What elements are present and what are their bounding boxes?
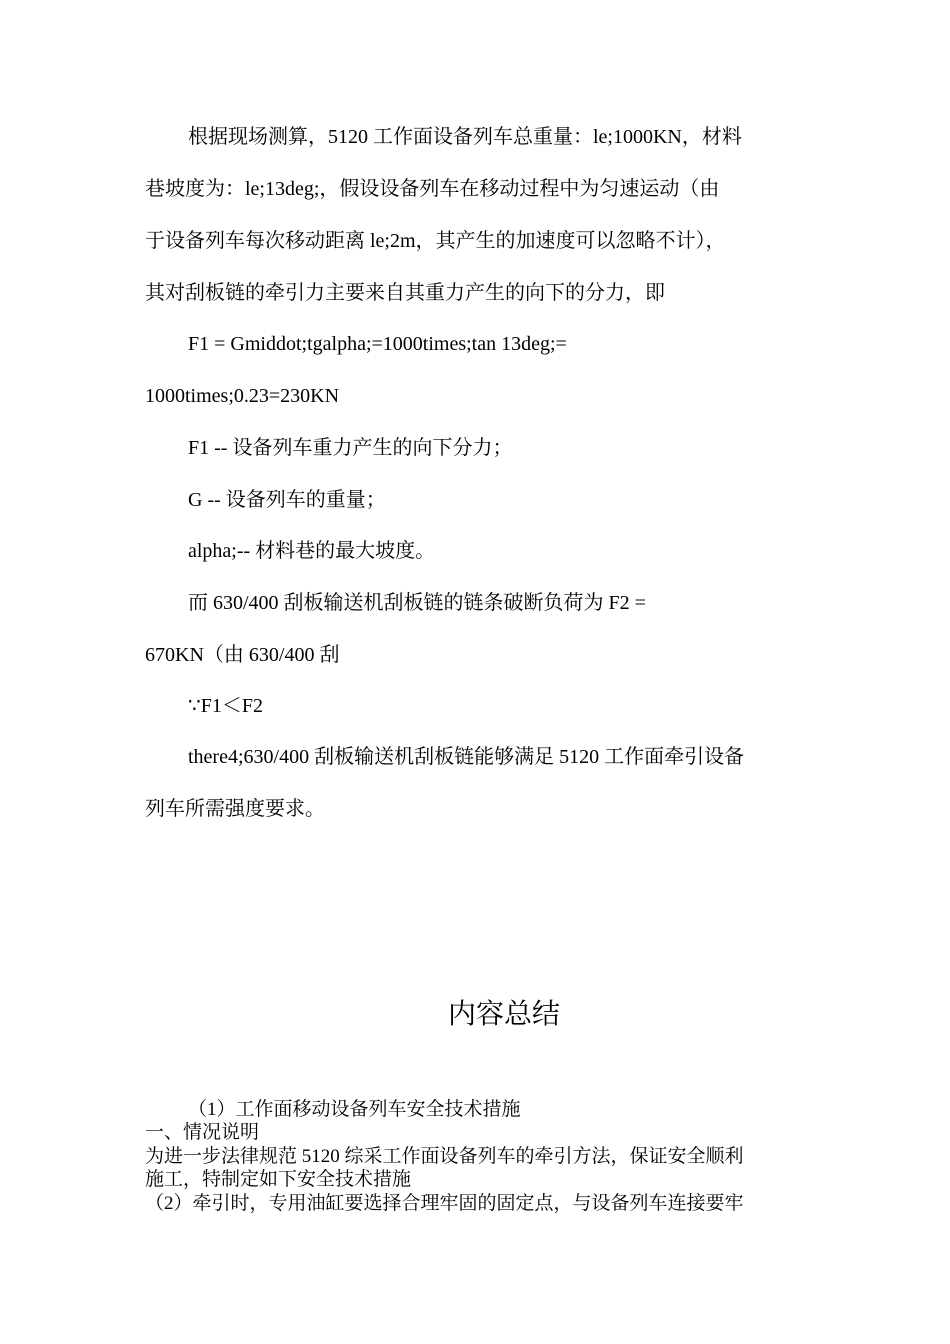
conclusion-line: 列车所需强度要求。 [145,798,325,820]
body-line: 根据现场测算，5120 工作面设备列车总重量：le;1000KN，材料 [188,126,742,148]
body-line: 670KN（由 630/400 刮 [145,644,340,666]
summary-line: （1）工作面移动设备列车安全技术措施 [188,1099,521,1120]
formula-line: 1000times;0.23=230KN [145,385,340,407]
summary-line: 为进一步法律规范 5120 综采工作面设备列车的牵引方法，保证安全顺利 [145,1146,744,1167]
formula-line: F1 = Gmiddot;tgalpha;=1000times;tan 13deg;= [188,333,567,355]
conclusion-line: there4;630/400 刮板输送机刮板链能够满足 5120 工作面牵引设备 [188,746,745,768]
summary-line: （2）牵引时，专用油缸要选择合理牢固的固定点，与设备列车连接要牢 [145,1193,744,1214]
summary-line: 一、情况说明 [145,1122,260,1143]
body-line: 而 630/400 刮板输送机刮板链的链条破断负荷为 F2 = [188,592,646,614]
body-line: 巷坡度为：le;13deg;，假设设备列车在移动过程中为匀速运动（由 [145,178,720,200]
summary-title: 内容总结 [447,999,560,1030]
body-line: 于设备列车每次移动距离 le;2m，其产生的加速度可以忽略不计）， [145,230,726,252]
definition-line: G -- 设备列车的重量； [188,489,386,511]
comparison-line: ∵F1＜F2 [188,695,263,717]
body-line: 其对刮板链的牵引力主要来自其重力产生的向下的分力，即 [145,282,665,304]
definition-line: F1 -- 设备列车重力产生的向下分力； [188,437,513,459]
summary-line: 施工，特制定如下安全技术措施 [145,1169,412,1190]
definition-line: alpha;-- 材料巷的最大坡度。 [188,540,436,562]
